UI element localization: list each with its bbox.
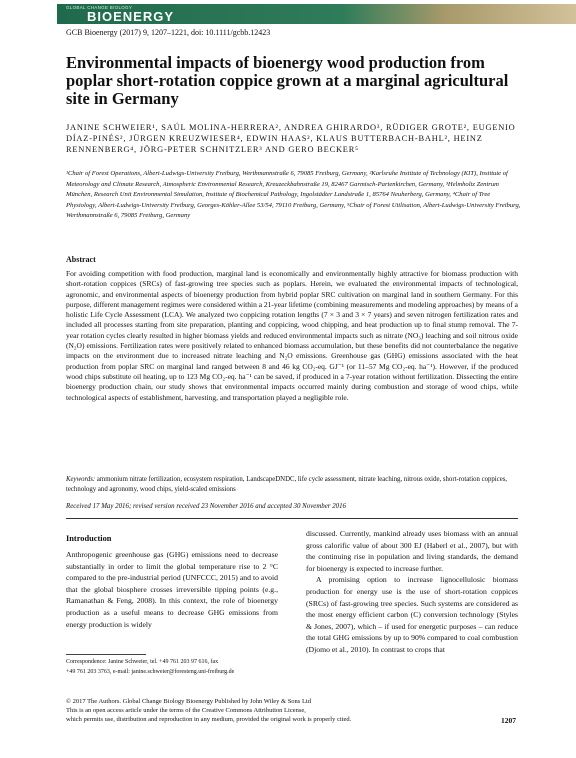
article-title: Environmental impacts of bioenergy wood production from poplar short-rotation coppice grown at a marginal agricultural site in Germany	[66, 53, 509, 108]
citation-line: GCB Bioenergy (2017) 9, 1207–1221, doi: 10.1111/gcbb.12423	[66, 28, 271, 37]
keywords	[66, 475, 518, 495]
footnote-rule	[66, 654, 146, 655]
intro-right-column	[306, 528, 518, 656]
section-divider	[66, 518, 518, 519]
intro-paragraph: discussed. Currently, mankind already uses biomass with an annual gross calorific value of about 300 EJ (Haberl et al., 2007), but with the continuing rise in population and living standards, the demand for bioenergy is expected to increase further.	[306, 529, 518, 573]
license-footer	[66, 697, 518, 725]
received-dates: Received 17 May 2016; revised version received 23 November 2016 and accepted 30 November 2016	[66, 503, 346, 510]
footer-line: This is an open access article under the terms of the Creative Commons Attribution License,	[66, 707, 306, 715]
intro-left-column: Anthropogenic greenhouse gas (GHG) emissions need to decrease substantially in order to limit the global temperature rise to 2 °C compared to the pre-industrial period (UNFCCC, 2015) and to avoid that the global biosphere crosses irreversible tipping points (e.g., Ramanathan & Feng, 2008). In this context, the role of bioenergy production as a useful means to decrease GHG emissions from energy production is widely	[66, 550, 278, 629]
journal-name: BIOENERGY	[87, 9, 175, 24]
abstract-heading: Abstract	[66, 255, 96, 264]
keywords-text: ammonium nitrate fertilization, ecosystem respiration, LandscapeDNDC, life cycle assessment, nitrate leaching, nitrous oxide, short-rotation coppices, technology and agronomy, wood chips, yield-scaled emissions	[66, 476, 508, 493]
correspondence-line: +49 761 203 3763, e-mail: janine.schweier@foresteng.uni-freiburg.de	[66, 668, 235, 675]
banner-tag: GLOBAL CHANGE BIOLOGY	[66, 5, 133, 10]
page-number: 1207	[501, 716, 516, 725]
intro-heading: Introduction	[66, 534, 112, 543]
intro-paragraph: A promising option to increase lignocellulosic biomass production for energy use is the use of short-rotation coppices (SRCs) of fast-growing tree species. Such systems are considered as the most energy efficient carbon (C) conversion technology (Styles & Jones, 2007), which – if used for energetic purposes – can reduce the total GHG emissions by up to 90% compared to coal combustion (Djomo et al., 2010). In contrast to crops that	[306, 575, 518, 654]
footer-line: © 2017 The Authors. Global Change Biology Bioenergy Published by John Wiley & Sons Ltd	[66, 698, 311, 705]
author-list: JANINE SCHWEIER¹, SAÚL MOLINA-HERRERA², ANDREA GHIRARDO³, RÜDIGER GROTE², EUGENIO DÍAZ-PINÉS², JÜRGEN KREUZWIESER⁴, EDWIN HAAS², KLAUS BUTTERBACH-BAHL², HEINZ RENNENBERG⁴, JÖRG-PETER SCHNITZLER³ AND GERO BECKER⁵	[66, 123, 516, 154]
footer-line: which permits use, distribution and reproduction in any medium, provided the original work is properly cited.	[66, 716, 352, 724]
correspondence	[66, 658, 306, 677]
journal-banner	[57, 4, 576, 24]
abstract-text: For avoiding competition with food production, marginal land is economically and environmentally highly attractive for biomass production with short-rotation coppices (SRCs) of fast-growing tree species such as poplars. Herein, we evaluated the environmental impacts of technological, agronomic, and environmental aspects of bioenergy production from hybrid poplar SRC cultivation on marginal land in southern Germany. For this purpose, different management regimes were considered within a 21-year lifetime (combining measurements and modeling approaches) by means of a holistic Life Cycle Assessment (LCA). We analyzed two coppicing rotation lengths (7 × 3 and 3 × 7 years) and seven nitrogen fertilization rates and included all processes starting from site preparation, planting and coppicing, wood chipping, and heat production up to final stump removal. The 7-year rotation cycles clearly resulted in higher biomass yields and reduced environmental impacts such as nitrate (NO₃) leaching and soil nitrous oxide (N₂O) emissions. Fertilization rates were positively related to enhanced biomass accumulation, but these benefits did not counterbalance the negative impacts on the environment due to increased nitrate leaching and N₂O emissions. Greenhouse gas (GHG) emissions associated with the heat production from poplar SRC on marginal land ranged between 8 and 46 kg CO₂-eq. GJ⁻¹ (or 11–57 Mg CO₂-eq. ha⁻¹). However, if the produced wood chips substitute oil heating, up to 123 Mg CO₂-eq. ha⁻¹ can be saved, if produced in a 7-year rotation without fertilization. Dissecting the entire bioenergy production chain, our study shows that environmental impacts occurred mainly during combustion and storage of wood chips, while technological aspects of establishment, harvesting, and transportation played a negligible role.	[66, 269, 518, 402]
keywords-label: Keywords:	[66, 476, 96, 483]
correspondence-line: Correspondence: Janine Schweier, tel. +49 761 203 97 616, fax	[66, 659, 219, 665]
affiliations: ¹Chair of Forest Operations, Albert-Ludwigs-University Freiburg, Werthmannstraße 6, 79085 Freiburg, Germany, ²Karlsruhe Institute of Technology (KIT), Institute of Meteorology and Climate Research, Atmospheric Environmental Research, Kreuzeckbahnstraße 19, 82467 Garmisch-Partenkirchen, Germany, ³Helmholtz Zentrum München, Research Unit Environmental Simulation, Institute of Biochemical Pathology, Ingolstädter Landstraße 1, 85764 Neuherberg, Germany, ⁴Chair of Tree Physiology, Albert-Ludwigs-University Freiburg, Georges-Köhler-Allee 53/54, 79110 Freiburg, Germany, ⁵Chair of Forest Utilisation, Albert-Ludwigs-University Freiburg, Werthmannstraße 6, 79085 Freiburg, Germany	[66, 170, 521, 219]
